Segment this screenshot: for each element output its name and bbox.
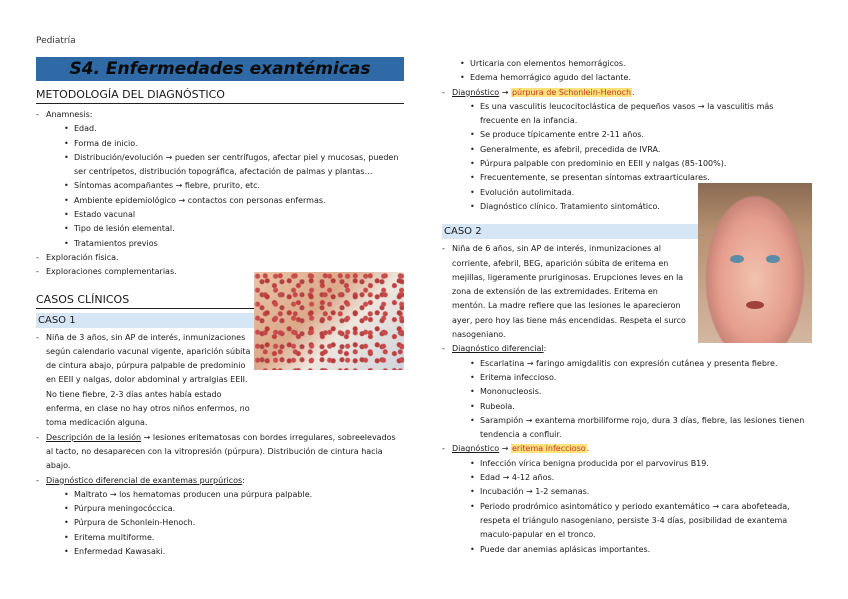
caso2-diag-item: - Diagnóstico → eritema infeccioso. • Infección vírica benigna producida por el parvovirus B19. • Edad → 4-12 años. • Incubación → 1-2 semanas. • Periodo prodrómico asintomático y periodo exantemático → cara abofeteada, respeta el triángulo nasogeniano, persiste 3-4 días, posibilidad de exantema maculo-papular en el tronco. • Puede dar anemias aplásicas importantes. — [442, 442, 812, 556]
list-item: • Edad. — [46, 122, 404, 136]
list-item: • Periodo prodrómico asintomático y periodo exantemático → cara abofeteada, respeta el triángulo nasogeniano, persiste 3-4 días, posibilidad de exantema maculo-papular en el tronco. — [452, 500, 812, 543]
caso1-dd-sublist — [46, 488, 404, 559]
caso1-description: - Niña de 3 años, sin AP de interés, inmunizaciones según calendario vacunal vigente, aparición súbita de cintura abajo, púrpura palpable de predominio en EEII y nalgas, dolor abdominal y artralgias EEII. No tiene fiebre, 2-3 días antes había estado enferma, en clase no hay otros niños enfermos, no toma medicación alguna. — [36, 331, 254, 431]
list-item: • Es una vasculitis leucocitoclástica de pequeños vasos → la vasculitis más frecuente en la infancia. — [452, 100, 812, 129]
metodologia-heading: METODOLOGÍA DEL DIAGNÓSTICO — [36, 87, 404, 104]
list-item: • Rubeola. — [452, 400, 812, 414]
list-item: • Diagnóstico clínico. Tratamiento sintomático. — [452, 200, 812, 214]
caso2-dd-sublist — [452, 357, 812, 443]
list-item: • Generalmente, es afebril, precedida de IVRA. — [452, 143, 812, 157]
list-item: • Mononucleosis. — [452, 385, 812, 399]
child-face-photo — [698, 183, 812, 343]
exploraciones-complementarias-item: - Exploraciones complementarias. — [36, 265, 404, 279]
list-item: • Eritema multiforme. — [46, 531, 404, 545]
title-bar — [36, 57, 404, 81]
list-item: • Evolución autolimitada. — [452, 186, 812, 200]
purpura-photo — [254, 272, 404, 370]
caso2-description: - Niña de 6 años, sin AP de interés, inmunizaciones al corriente, afebril, BEG, aparición súbita de eritema en mejillas, ligeramente pruriginosas. Erupciones leves en la zona de extensión de las extremidades. Eritema en mentón. La madre refiere que las lesiones le aparecieron ayer, pero hoy las tiene más encendidas. Respeta el surco nasogeniano. — [442, 242, 690, 342]
list-item: • Maltrato → los hematomas producen una púrpura palpable. — [46, 488, 404, 502]
caso2-dd-item: - Diagnóstico diferencial: • Escarlatina → faringo amigdalitis con expresión cutánea y presenta fiebre. • Eritema infeccioso. • Mononucleosis. • Rubeola. • Sarampión → exantema morbiliforme rojo, dura 3 días, fiebre, las lesiones tienen tendencia a confluir. — [442, 342, 812, 442]
casos-heading: CASOS CLÍNICOS — [36, 292, 404, 309]
caso1-dd-continued — [442, 57, 812, 86]
list-item: • Púrpura meningocóccica. — [46, 502, 404, 516]
metodologia-list — [36, 108, 404, 280]
list-item: • Púrpura de Schonlein-Henoch. — [46, 516, 404, 530]
caso1-dd-item: - Diagnóstico diferencial de exantemas purpúricos: • Maltrato → los hematomas producen una púrpura palpable. • Púrpura meningocóccica. • Púrpura de Schonlein-Henoch. • Eritema multiforme. • Enfermedad Kawasaki. — [36, 474, 404, 560]
caso1-label: CASO 1 — [36, 313, 404, 328]
list-item: • Edema hemorrágico agudo del lactante. — [442, 71, 812, 85]
mouth — [746, 301, 764, 309]
list-item: • Ambiente epidemiológico → contactos con personas enfermas. — [46, 194, 404, 208]
page-title: S4. Enfermedades exantémicas — [69, 59, 371, 79]
anamnesis-item: - Anamnesis: • Edad. • Forma de inicio. • Distribución/evolución → pueden ser centrífugos, afectar piel y mucosas, pueden ser centrípetos, distribución topográfica, afectación de palmas y plantas… • Síntomas acompañantes → fiebre, prurito, etc. • Ambiente epidemiológico → contactos con personas enfermas. • Estado vacunal • Tipo de lesión elemental. • Tratamientos previos — [36, 108, 404, 251]
list-item: • Enfermedad Kawasaki. — [46, 545, 404, 559]
caso2-diag-sublist — [452, 457, 812, 557]
eye-right — [766, 255, 780, 263]
list-item: • Estado vacunal — [46, 208, 404, 222]
list-item: • Sarampión → exantema morbiliforme rojo, dura 3 días, fiebre, las lesiones tienen tendencia a confluir. — [452, 414, 812, 443]
caso1-diag-value: púrpura de Schonlein-Henoch — [511, 87, 632, 97]
list-item: • Síntomas acompañantes → fiebre, prurito, etc. — [46, 179, 404, 193]
list-item: • Urticaria con elementos hemorrágicos. — [442, 57, 812, 71]
list-item: • Eritema infeccioso. — [452, 371, 812, 385]
anamnesis-sublist — [46, 122, 404, 251]
list-item: • Puede dar anemias aplásicas importantes. — [452, 543, 812, 557]
list-item: • Distribución/evolución → pueden ser centrífugos, afectar piel y mucosas, pueden ser centrípetos, distribución topográfica, afectación de palmas y plantas… — [46, 151, 404, 180]
list-item: • Tipo de lesión elemental. — [46, 222, 404, 236]
list-item: • Escarlatina → faringo amigdalitis con expresión cutánea y presenta fiebre. — [452, 357, 812, 371]
list-item: • Frecuentemente, se presentan síntomas extraarticulares. — [452, 171, 812, 185]
caso1-lesion-item: - Descripción de la lesión → lesiones eritematosas con bordes irregulares, sobreelevados al tacto, no desaparecen con la vitropresión (púrpura). Distribución de cintura hacia abajo. — [36, 431, 404, 474]
list-item: • Se produce típicamente entre 2-11 años. — [452, 128, 812, 142]
list-item: • Incubación → 1-2 semanas. — [452, 485, 812, 499]
exploracion-fisica-item: - Exploración física. — [36, 251, 404, 265]
caso1-diag-item: - Diagnóstico → púrpura de Schonlein-Henoch. • Es una vasculitis leucocitoclástica de pequeños vasos → la vasculitis más frecuente en la infancia. • Se produce típicamente entre 2-11 años. • Generalmente, es afebril, precedida de IVRA. • Púrpura palpable con predominio en EEII y nalgas (85-100%). • Frecuentemente, se presentan síntomas extraarticulares. • Evolución autolimitada. • Diagnóstico clínico. Tratamiento sintomático. — [442, 86, 812, 215]
eye-left — [730, 255, 744, 263]
list-item: • Tratamientos previos — [46, 237, 404, 251]
list-item: • Púrpura palpable con predominio en EEII y nalgas (85-100%). — [452, 157, 812, 171]
caso2-label: CASO 2 — [442, 224, 812, 239]
list-item: • Infección vírica benigna producida por el parvovirus B19. — [452, 457, 812, 471]
caso2-diag-value: eritema infeccioso — [511, 444, 586, 454]
subject-header: Pediatría — [36, 36, 76, 46]
list-item: • Edad → 4-12 años. — [452, 471, 812, 485]
list-item: • Forma de inicio. — [46, 137, 404, 151]
